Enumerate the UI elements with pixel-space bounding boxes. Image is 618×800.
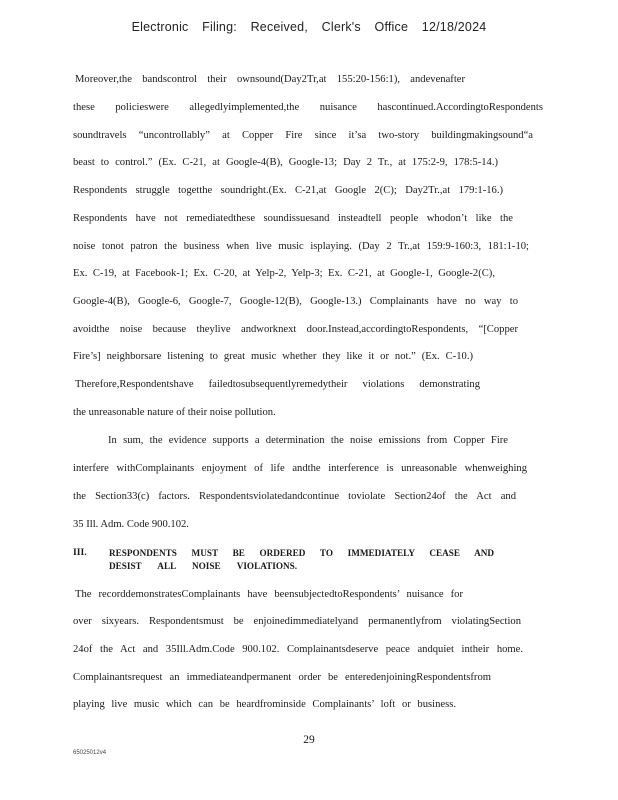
- body-text-line: beast to control.” (Ex. C-21, at Google-4(B), Google-13; Day 2 Tr., at 175:2-9, 178:5-14.): [73, 157, 498, 168]
- body-text-line: Ex. C-19, at Facebook-1; Ex. C-20, at Yelp-2, Yelp-3; Ex. C-21, at Google-1, Google-2(C),: [73, 268, 495, 279]
- body-text-line: over sixyears. Respondentsmust be enjoinedimmediatelyand permanentlyfrom violatingSection: [73, 616, 521, 627]
- body-text-line: soundtravels “uncontrollably” at Copper Fire since it’sa two-story buildingmakingsound“a: [73, 130, 533, 141]
- body-text-line: avoidthe noise because theylive andworknext door.Instead,accordingtoRespondents, “[Copper: [73, 324, 518, 335]
- section-heading-line: DESIST ALL NOISE VIOLATIONS.: [109, 561, 298, 571]
- body-text-line: Moreover,the bandscontrol their ownsound(Day2Tr,at 155:20-156:1), andevenafter: [75, 74, 465, 85]
- body-text-line: noise tonot patron the business when live music isplaying. (Day 2 Tr.,at 159:9-160:3, 181:1-10;: [73, 241, 529, 252]
- body-text-line: Therefore,Respondentshave failedtosubsequentlyremedytheir violations demonstrating: [75, 379, 480, 390]
- body-text-line: Respondents struggle togetthe soundright.(Ex. C-21,at Google 2(C); Day2Tr.,at 179:1-16.): [73, 185, 503, 196]
- body-text-line: the Section33(c) factors. Respondentsviolatedandcontinue toviolate Section24of the Act and: [73, 491, 516, 502]
- section-number: III.: [73, 547, 87, 558]
- body-text-line: The recorddemonstratesComplainants have beensubjectedtoRespondents’ nuisance for: [75, 589, 463, 600]
- body-text-line: 24of the Act and 35Ill.Adm.Code 900.102. Complainantsdeserve peace andquiet intheir home.: [73, 644, 523, 655]
- body-text-line: Complainantsrequest an immediateandpermanent order be enteredenjoiningRespondentsfrom: [73, 672, 491, 683]
- body-text-line: In sum, the evidence supports a determination the noise emissions from Copper Fire: [108, 435, 508, 446]
- body-text-line: Fire’s] neighborsare listening to great music whether they like it or not.” (Ex. C-10.): [73, 351, 473, 362]
- body-text-line: 35 Ill. Adm. Code 900.102.: [73, 519, 189, 530]
- body-text-line: Google-4(B), Google-6, Google-7, Google-12(B), Google-13.) Complainants have no way to: [73, 296, 518, 307]
- body-text-line: the unreasonable nature of their noise pollution.: [73, 407, 276, 418]
- body-text-line: these policieswere allegedlyimplemented,the nuisance hascontinued.AccordingtoRespondents: [73, 102, 543, 113]
- section-heading-line: RESPONDENTS MUST BE ORDERED TO IMMEDIATELY CEASE AND: [109, 548, 494, 558]
- filing-header: Electronic Filing: Received, Clerk's Office 12/18/2024: [131, 20, 487, 34]
- body-text-line: Respondents have not remediatedthese soundissuesand insteadtell people whodon’t like the: [73, 213, 513, 224]
- page-number: 29: [303, 734, 315, 746]
- body-text-line: playing live music which can be heardfrominside Complainants’ loft or business.: [73, 699, 456, 710]
- document-id: 65025012v4: [73, 750, 107, 756]
- body-text-line: interfere withComplainants enjoyment of life andthe interference is unreasonable whenweighing: [73, 463, 527, 474]
